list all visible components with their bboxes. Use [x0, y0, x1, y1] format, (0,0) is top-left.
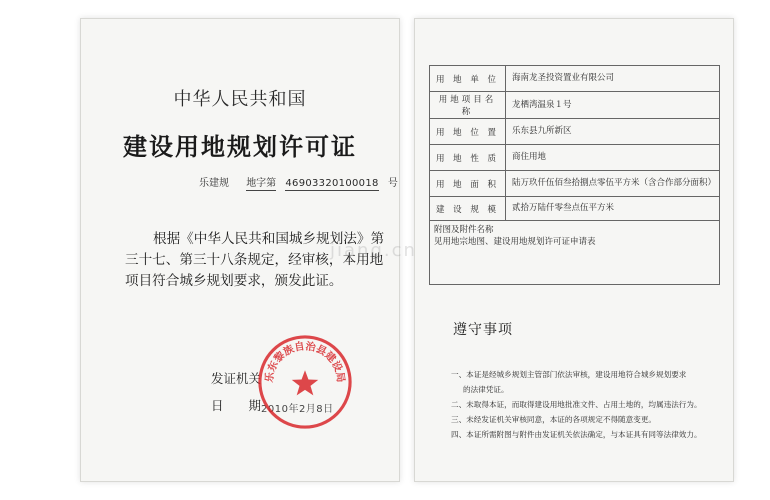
row-value: 贰拾万陆仟零叁点伍平方米 — [506, 197, 720, 221]
row-label: 用 地 位 置 — [430, 119, 506, 145]
note-item: 一、本证是经城乡规划主管部门依法审核，建设用地符合城乡规划要求 — [451, 370, 687, 379]
body-line: 根据《中华人民共和国城乡规划法》第 — [153, 231, 385, 247]
body-line: 项目符合城乡规划要求，颁发此证。 — [125, 273, 343, 289]
row-value: 陆万玖仟伍佰叁拾捌点零伍平方米（含合作部分面积） — [506, 171, 720, 197]
watermark: jiang.cn — [330, 240, 417, 261]
row-label: 建 设 规 模 — [430, 197, 506, 221]
row-label: 用地项目名称 — [430, 92, 506, 119]
row-value: 商住用地 — [506, 145, 720, 171]
table-row — [430, 197, 720, 221]
row-value: 龙栖湾温泉１号 — [506, 92, 720, 119]
attachments-title: 附图及附件名称 — [434, 225, 494, 235]
notes-title: 遵守事项 — [453, 322, 513, 338]
svg-text:乐东黎族自治县建设局: 乐东黎族自治县建设局 — [263, 340, 347, 384]
certificate-number — [193, 174, 398, 189]
note-item: 三、未经发证机关审核同意，本证的各项规定不得随意变更。 — [451, 415, 657, 424]
right-certificate-page — [414, 18, 734, 482]
note-item: 的法律凭证。 — [463, 385, 509, 394]
cert-suffix: 号 — [387, 178, 398, 189]
issue-date: 2010年2月8日 — [261, 404, 334, 415]
attachments-cell — [430, 221, 720, 285]
table-row — [430, 66, 720, 92]
cert-mid: 地字第 — [246, 178, 277, 189]
table-row — [430, 171, 720, 197]
row-label: 用 地 性 质 — [430, 145, 506, 171]
official-seal-icon — [256, 333, 354, 431]
cert-prefix: 乐建规 — [199, 178, 229, 189]
land-info-table — [429, 65, 720, 285]
document-title: 建设用地规划许可证 — [123, 133, 357, 161]
table-row — [430, 119, 720, 145]
note-item: 四、本证所需附图与附件由发证机关依法确定，与本证具有同等法律效力。 — [451, 430, 702, 439]
issuer-label: 发证机关 — [211, 371, 262, 386]
table-row — [430, 92, 720, 119]
cert-number-value: 46903320100018 — [285, 178, 379, 189]
row-label: 用 地 单 位 — [430, 66, 506, 92]
notes-list — [451, 367, 723, 442]
table-row — [430, 221, 720, 285]
note-item: 二、未取得本证，而取得建设用地批准文件、占用土地的，均属违法行为。 — [451, 400, 702, 409]
row-value: 乐东县九所新区 — [506, 119, 720, 145]
date-label: 日 期 — [211, 398, 262, 413]
row-label: 用 地 面 积 — [430, 171, 506, 197]
attachments-text: 见用地宗地图、建设用地规划许可证申请表 — [434, 237, 596, 247]
table-row — [430, 145, 720, 171]
body-line: 三十七、第三十八条规定，经审核，本用地 — [125, 252, 384, 268]
country-name: 中华人民共和国 — [173, 89, 307, 110]
row-value: 海南龙圣投资置业有限公司 — [506, 66, 720, 92]
